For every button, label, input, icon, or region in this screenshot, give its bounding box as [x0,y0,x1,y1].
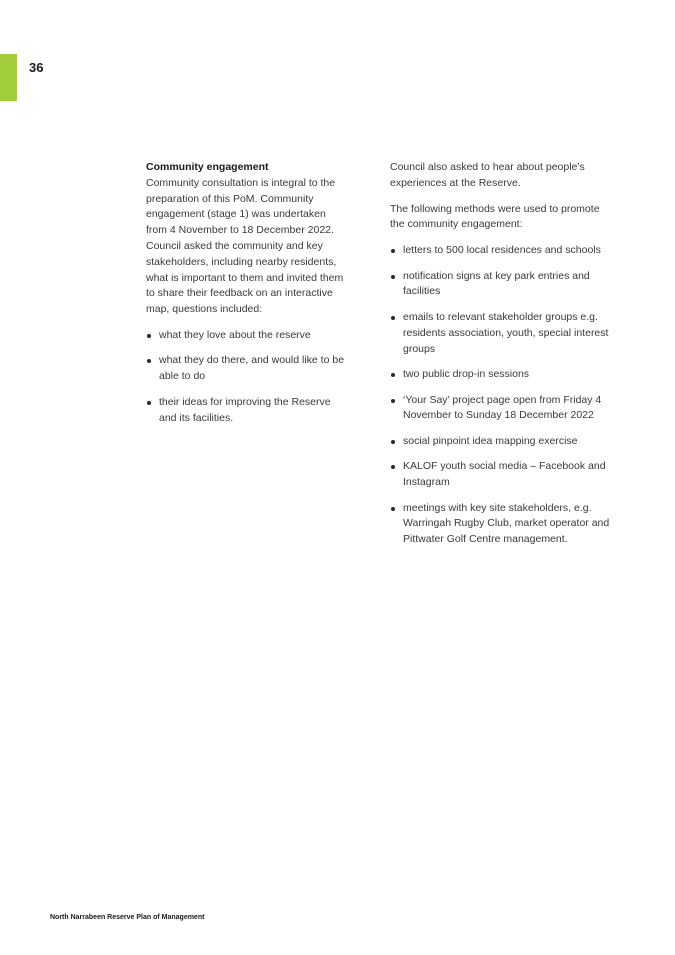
page-number: 36 [29,60,44,75]
questions-list [146,328,346,426]
list-item: what they love about the reserve [146,328,346,344]
list-item: meetings with key site stakeholders, e.g. Warringah Rugby Club, market operator and Pittwater Golf Centre management. [390,501,616,548]
list-item: two public drop-in sessions [390,367,616,383]
list-item: their ideas for improving the Reserve and its facilities. [146,395,346,427]
methods-paragraph: The following methods were used to promote the community engagement: [390,202,600,231]
right-column [390,160,616,558]
list-item: notification signs at key park entries and facilities [390,269,616,301]
list-item: what they do there, and would like to be able to do [146,353,346,385]
page-tab-accent [0,54,17,101]
list-item: ‘Your Say’ project page open from Friday 4 November to Sunday 18 December 2022 [390,393,616,425]
list-item: social pinpoint idea mapping exercise [390,434,616,450]
left-column [146,160,346,436]
experience-paragraph: Council also asked to hear about people’s experiences at the Reserve. [390,161,585,189]
footer-title: North Narrabeen Reserve Plan of Management [50,914,205,921]
list-item: KALOF youth social media – Facebook and Instagram [390,459,616,491]
intro-paragraph: Community consultation is integral to the preparation of this PoM. Community engagement (stage 1) was undertaken from 4 November to 18 December 2022. Council asked the community and key stakeholders, including nearby residents, what is important to them and invited them to share their feedback on an interactive map, questions included: [146,176,344,316]
list-item: letters to 500 local residences and schools [390,243,616,259]
section-heading: Community engagement [146,161,269,173]
methods-list [390,243,616,548]
list-item: emails to relevant stakeholder groups e.g. residents association, youth, special interest groups [390,310,616,357]
